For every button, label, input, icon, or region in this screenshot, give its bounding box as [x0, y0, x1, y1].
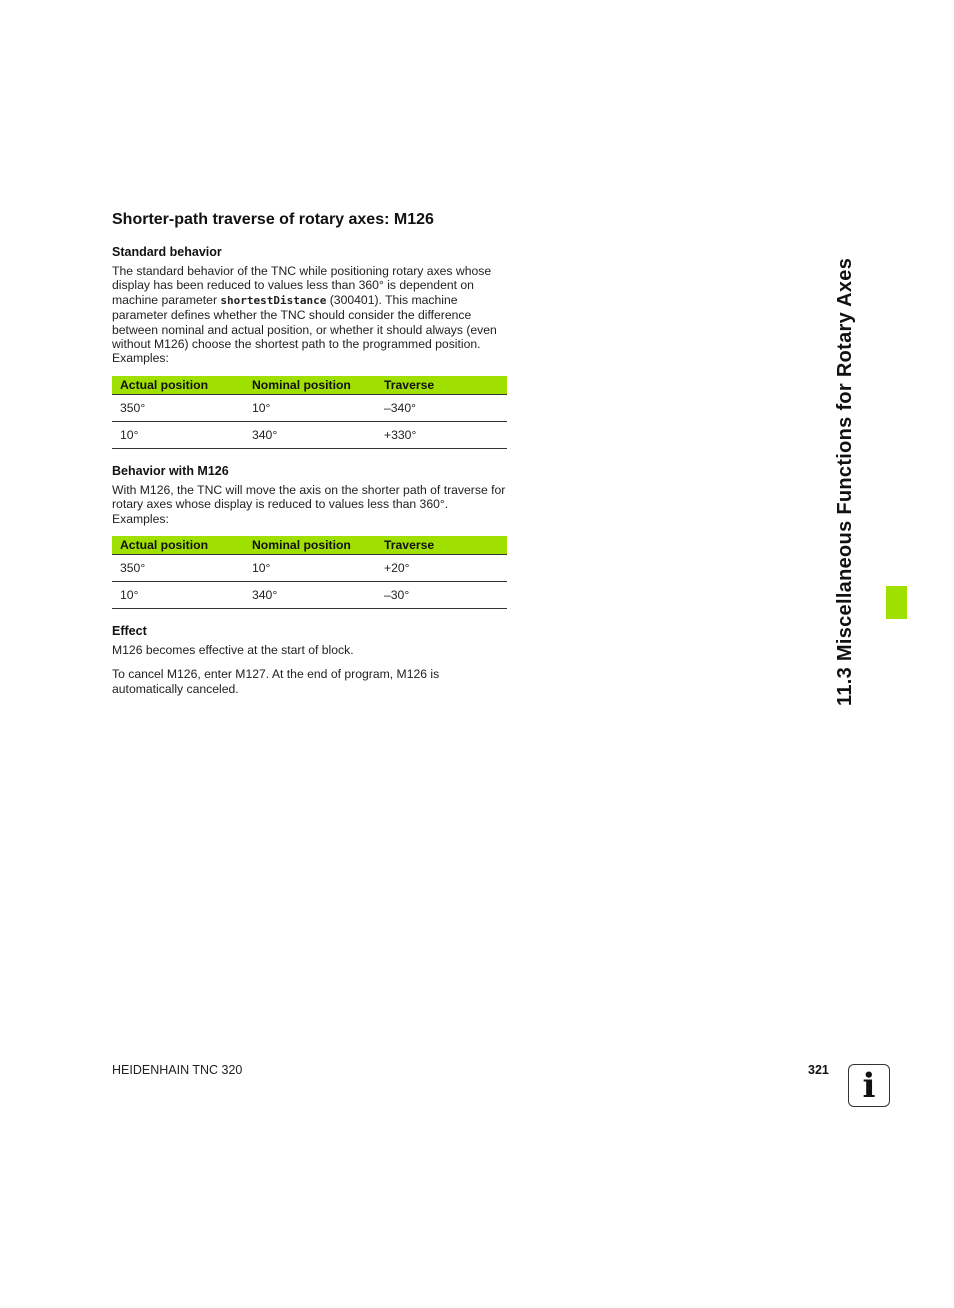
- page-number: 321: [808, 1063, 829, 1077]
- footer-product-name: HEIDENHAIN TNC 320: [112, 1063, 243, 1077]
- chapter-tab-marker: [886, 586, 907, 619]
- page-content: [112, 210, 507, 706]
- table-cell: 340°: [244, 421, 376, 448]
- table-cell: –340°: [376, 394, 507, 421]
- parameter-code: shortestDistance: [220, 293, 327, 307]
- table-cell: 10°: [244, 394, 376, 421]
- col-actual-position: Actual position: [112, 376, 244, 395]
- table-row: [112, 555, 507, 582]
- info-icon: i: [848, 1064, 890, 1107]
- table-cell: 350°: [112, 555, 244, 582]
- m126-behavior-table: [112, 536, 507, 609]
- table-cell: –30°: [376, 582, 507, 609]
- section-title: Shorter-path traverse of rotary axes: M126: [112, 211, 434, 228]
- table-header-row: [112, 536, 507, 555]
- col-traverse: Traverse: [376, 376, 507, 395]
- table-cell: 10°: [112, 582, 244, 609]
- table-row: [112, 394, 507, 421]
- col-nominal-position: Nominal position: [244, 536, 376, 555]
- m126-behavior-text: With M126, the TNC will move the axis on the shorter path of traverse for rotary axes whose display is reduced to values less than 360°. Examples:: [112, 482, 506, 526]
- table-cell: +330°: [376, 421, 507, 448]
- m126-behavior-heading: Behavior with M126: [112, 463, 229, 478]
- table-row: [112, 582, 507, 609]
- table-cell: 10°: [244, 555, 376, 582]
- table-cell: 10°: [112, 421, 244, 448]
- col-traverse: Traverse: [376, 536, 507, 555]
- standard-behavior-table: [112, 376, 507, 449]
- col-actual-position: Actual position: [112, 536, 244, 555]
- table-cell: 340°: [244, 582, 376, 609]
- effect-heading: Effect: [112, 624, 147, 639]
- standard-behavior-text: The standard behavior of the TNC while positioning rotary axes whose display has been reduced to values less than 360° is dependent on machine parameter shortestDistance (300401). This machine parameter defines whether the TNC should consider the difference between nominal and actual position, or whether it should always (even without M126) choose the shortest path to the programmed position. Examples:: [112, 264, 497, 366]
- effect-text-1: M126 becomes effective at the start of block.: [112, 643, 354, 658]
- standard-behavior-heading: Standard behavior: [112, 245, 222, 259]
- table-cell: 350°: [112, 394, 244, 421]
- col-nominal-position: Nominal position: [244, 376, 376, 395]
- table-cell: +20°: [376, 555, 507, 582]
- side-chapter-title: 11.3 Miscellaneous Functions for Rotary Axes: [834, 257, 856, 706]
- table-header-row: [112, 376, 507, 395]
- table-row: [112, 421, 507, 448]
- effect-text-2: To cancel M126, enter M127. At the end of program, M126 is automatically canceled.: [112, 667, 440, 696]
